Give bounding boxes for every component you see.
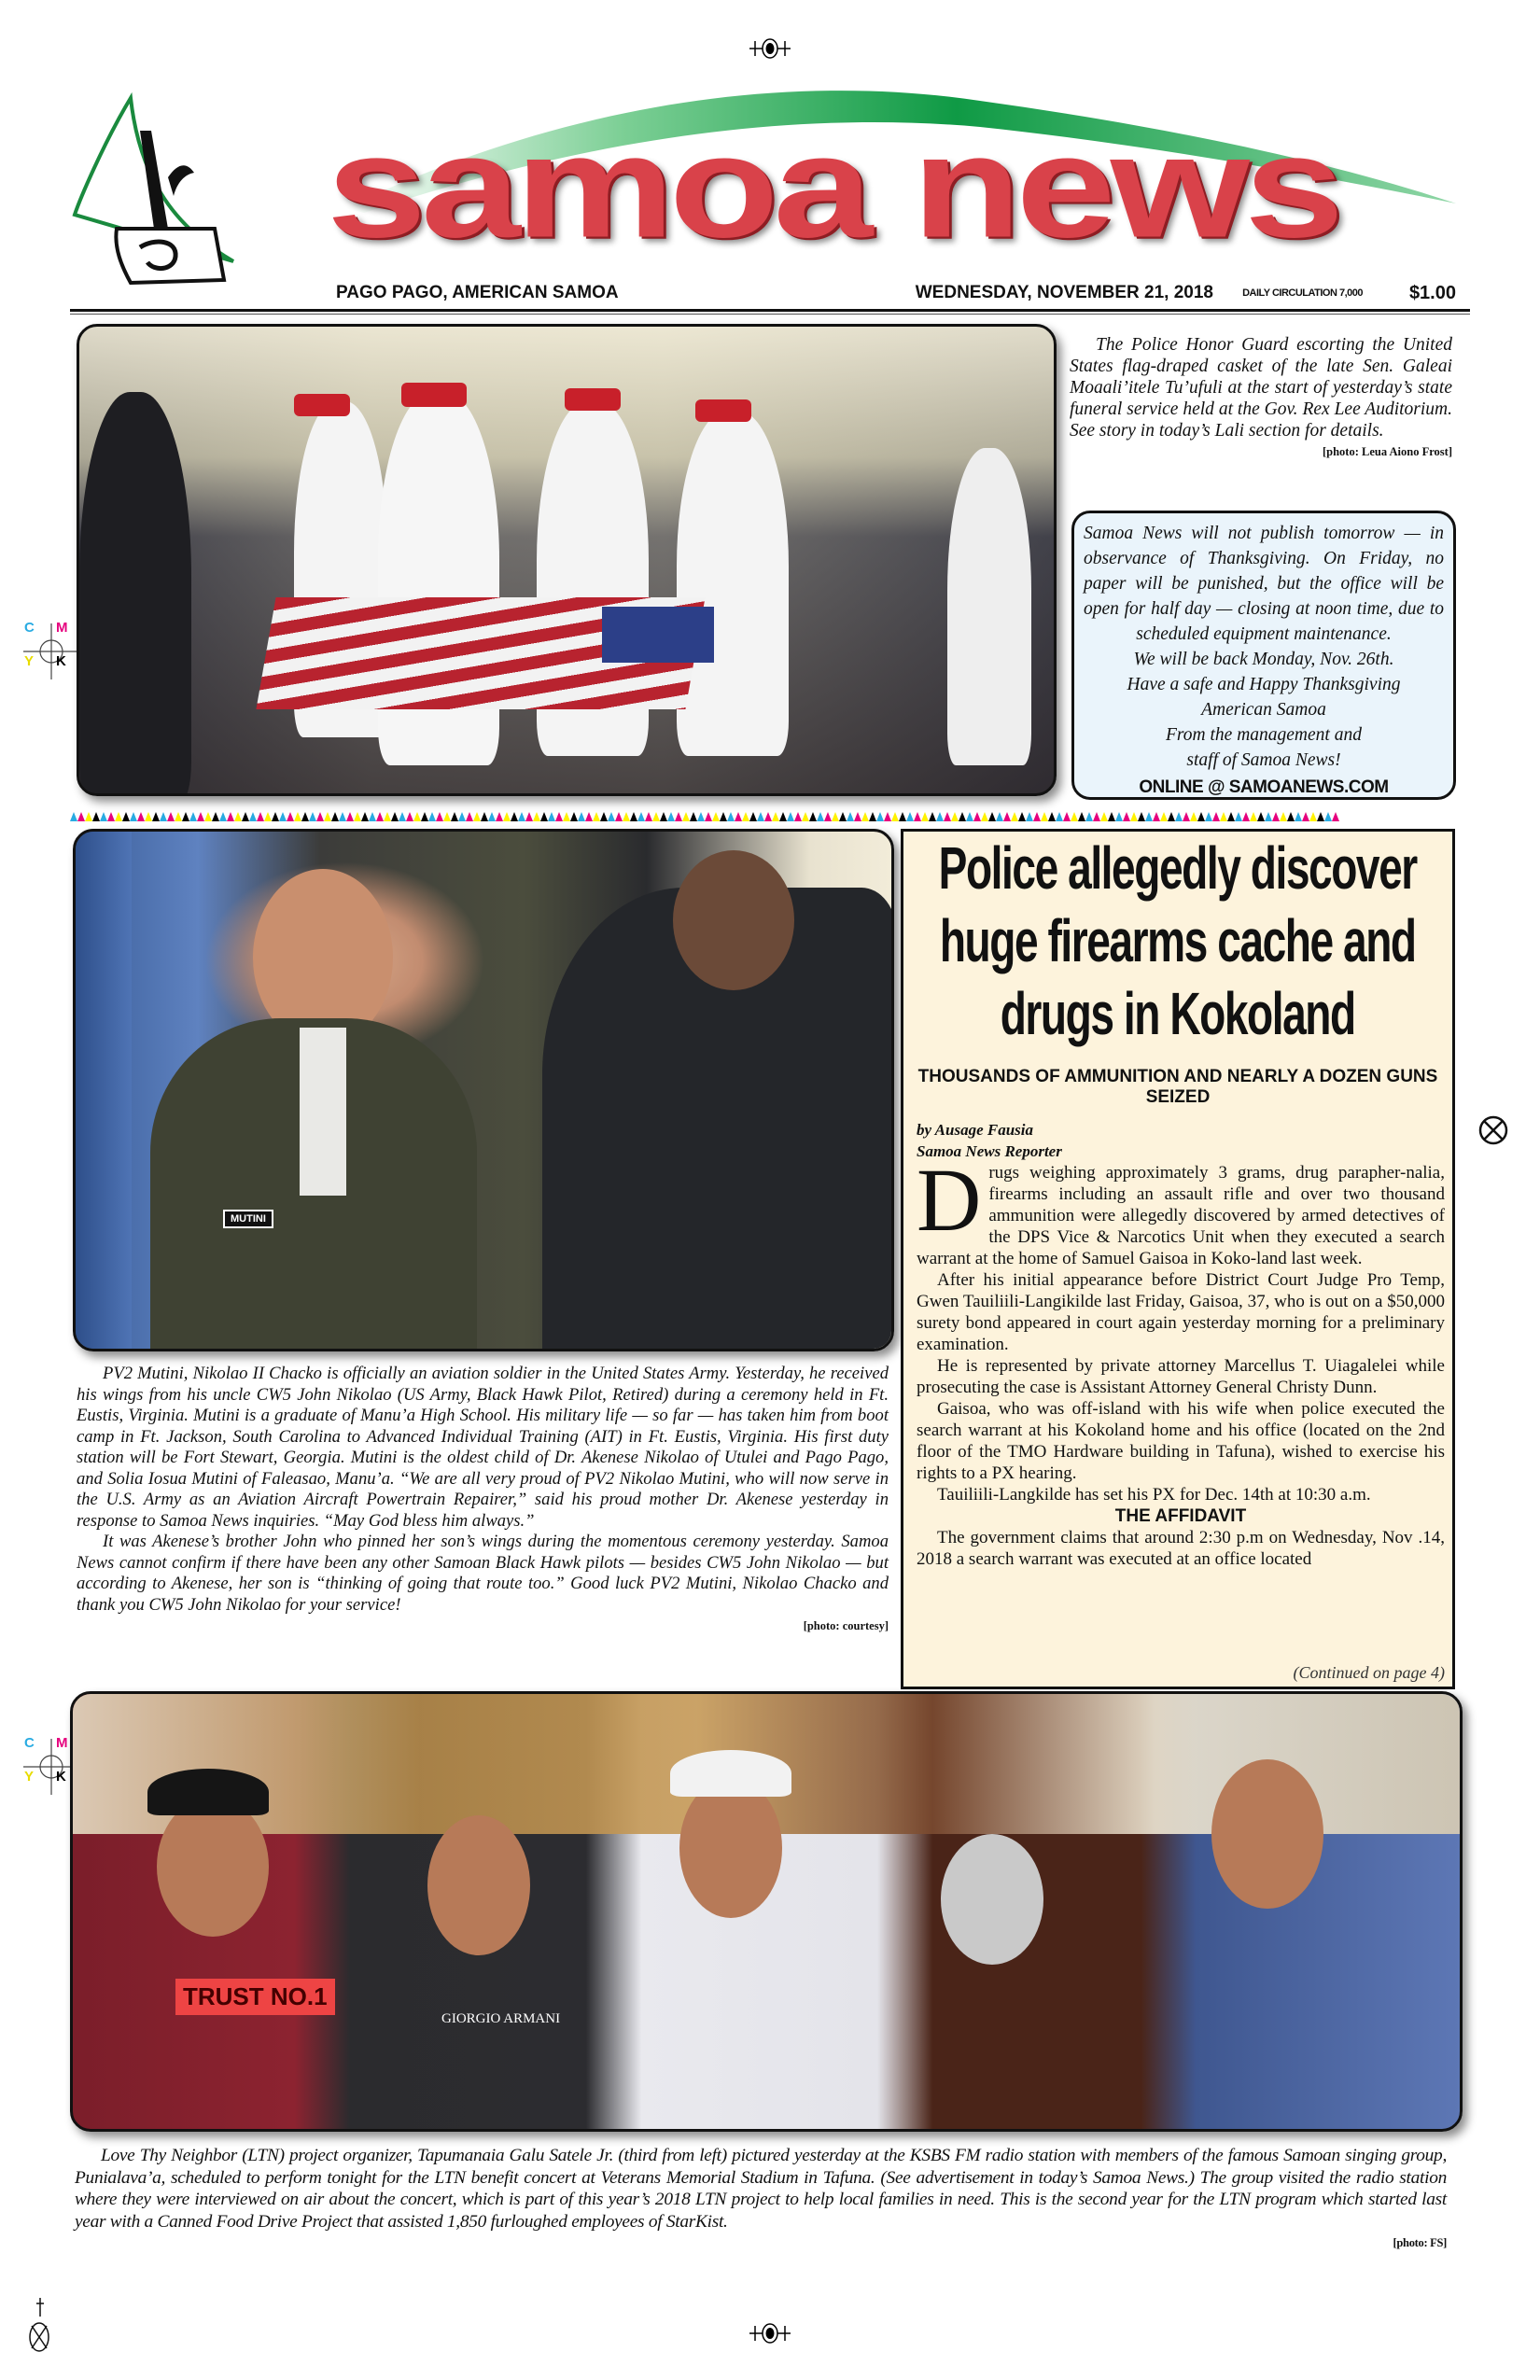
nametag-label: MUTINI [223, 1210, 273, 1228]
strip-triangle [197, 812, 204, 821]
strip-triangle [518, 812, 525, 821]
strip-triangle [137, 812, 145, 821]
strip-triangle [1100, 812, 1108, 821]
strip-triangle [1145, 812, 1153, 821]
strip-triangle [861, 812, 869, 821]
photo-figure [677, 411, 789, 756]
strip-triangle [1063, 812, 1071, 821]
strip-triangle [77, 812, 85, 821]
strip-triangle [735, 812, 742, 821]
strip-triangle [697, 812, 705, 821]
strip-triangle [981, 812, 988, 821]
strip-triangle [1220, 812, 1227, 821]
strip-triangle [309, 812, 316, 821]
strip-triangle [1250, 812, 1257, 821]
strip-triangle [809, 812, 817, 821]
red-beret [565, 388, 621, 411]
strip-triangle [1324, 812, 1332, 821]
strip-triangle [1160, 812, 1168, 821]
strip-triangle [70, 812, 77, 821]
strip-triangle [1257, 812, 1265, 821]
soldier-caption-paragraph: It was Akenese’s brother John who pinned her son’s wings during the momentous ceremony yesterday. Samoa News cannot confirm if there have been any other Samoan Black Hawk pilots — besides CW5 John Nikolao — but according to Akenese, her son is “thinking of going that route too.” Good luck PV2 Mutini, Nikolao Chacko and thank you CW5 John Nikolao for your service! [77, 1532, 889, 1615]
thanksgiving-notice-box [1071, 511, 1456, 800]
strip-triangle [399, 812, 406, 821]
strip-triangle [279, 812, 287, 821]
registration-target-icon [749, 2322, 791, 2345]
strip-triangle [428, 812, 436, 821]
strip-triangle [1332, 812, 1339, 821]
strip-triangle [451, 812, 458, 821]
strip-triangle [854, 812, 861, 821]
strip-triangle [966, 812, 973, 821]
strip-triangle [936, 812, 944, 821]
strip-triangle [443, 812, 451, 821]
cmyk-c-label: C [24, 620, 35, 636]
strip-triangle [175, 812, 182, 821]
color-registration-strip [70, 812, 1470, 821]
logo-sail-boat-icon [65, 89, 317, 285]
red-beret [401, 383, 467, 407]
cmyk-registration-mark [19, 616, 84, 681]
strip-triangle [1011, 812, 1018, 821]
strip-triangle [1078, 812, 1085, 821]
strip-triangle [1317, 812, 1324, 821]
shirt-text: GIORGIO ARMANI [441, 2011, 561, 2026]
photo-figure-head [1211, 1759, 1323, 1909]
strip-triangle [1041, 812, 1048, 821]
strip-triangle [145, 812, 152, 821]
strip-triangle [772, 812, 779, 821]
strip-triangle [1033, 812, 1041, 821]
strip-triangle [294, 812, 301, 821]
strip-triangle [107, 812, 115, 821]
story-paragraph: The government claims that around 2:30 p.m on Wednesday, Nov .14, 2018 a search warrant was executed at an office located [917, 1528, 1445, 1569]
strip-triangle [637, 812, 645, 821]
strip-triangle [921, 812, 929, 821]
strip-triangle [824, 812, 832, 821]
strip-triangle [369, 812, 376, 821]
strip-triangle [944, 812, 951, 821]
strip-triangle [525, 812, 533, 821]
ltn-photo-caption [75, 2145, 1447, 2255]
online-link[interactable]: ONLINE @ SAMOANEWS.COM [1139, 777, 1389, 797]
ltn-photo-credit: [photo: FS] [1393, 2236, 1447, 2249]
strip-triangle [115, 812, 122, 821]
soldier-photo-credit: [photo: courtesy] [803, 1619, 889, 1632]
strip-triangle [959, 812, 966, 821]
strip-triangle [100, 812, 107, 821]
photo-figure-head [679, 1778, 782, 1918]
top-photo-caption [1070, 334, 1452, 463]
strip-triangle [182, 812, 189, 821]
byline-role: Samoa News Reporter [917, 1142, 1062, 1160]
strip-triangle [242, 812, 249, 821]
strip-triangle [817, 812, 824, 821]
cmyk-k-label: K [56, 1769, 66, 1785]
strip-triangle [458, 812, 466, 821]
notice-line: Have a safe and Happy Thanksgiving American Samoa [1127, 675, 1401, 720]
cmyk-m-label: M [56, 620, 68, 636]
masthead-price: $1.00 [1408, 282, 1456, 303]
strip-triangle [1138, 812, 1145, 821]
strip-triangle [316, 812, 324, 821]
story-paragraph: He is represented by private attorney Marcellus T. Uiagalelei while prosecuting the case is Assistant Attorney General Christy Dunn. [917, 1356, 1445, 1397]
photo-cap [147, 1769, 269, 1815]
strip-triangle [473, 812, 481, 821]
strip-triangle [212, 812, 219, 821]
strip-triangle [249, 812, 257, 821]
strip-triangle [675, 812, 682, 821]
strip-triangle [1168, 812, 1175, 821]
strip-triangle [160, 812, 167, 821]
strip-triangle [421, 812, 428, 821]
strip-triangle [929, 812, 936, 821]
notice-line: From the management and staff of Samoa News! [1166, 725, 1362, 770]
strip-triangle [339, 812, 346, 821]
ltn-caption-text: Love Thy Neighbor (LTN) project organizer, Tapumanaia Galu Satele Jr. (third from left) pictured yesterday at the KSBS FM radio station with members of the famous Samoan singing group, Punialava’a, scheduled to perform tonight for the LTN benefit concert at Veterans Memorial Stadium in Tafuna. (See advertisement in today’s Samoa News.) The group visited the radio station where they were interviewed on air about the concert, which is part of this year’s 2018 LTN project to help local families in need. This is the second year for the LTN program which started last year with a Canned Food Drive Project that assisted 1,850 furloughed employees of StarKist. [75, 2146, 1447, 2232]
strip-triangle [652, 812, 660, 821]
strip-triangle [1026, 812, 1033, 821]
story-section-heading: THE AFFIDAVIT [1114, 1506, 1247, 1526]
strip-triangle [413, 812, 421, 821]
strip-triangle [578, 812, 585, 821]
strip-triangle [548, 812, 555, 821]
masthead-rule [70, 309, 1470, 312]
strip-triangle [555, 812, 563, 821]
photo-figure-hair [941, 1834, 1043, 1965]
strip-triangle [204, 812, 212, 821]
strip-triangle [189, 812, 197, 821]
red-beret [294, 394, 350, 416]
strip-triangle [1190, 812, 1197, 821]
registration-target-icon [749, 37, 791, 60]
strip-triangle [1018, 812, 1026, 821]
strip-triangle [1227, 812, 1235, 821]
strip-triangle [757, 812, 764, 821]
strip-triangle [1302, 812, 1309, 821]
strip-triangle [779, 812, 787, 821]
notice-line: Samoa News will not publish tomorrow — in observance of Thanksgiving. On Friday, no paper will be punished, but the office will be open for half day — closing at noon time, due to scheduled equipment maintenance. [1084, 524, 1444, 644]
masthead-date: WEDNESDAY, NOVEMBER 21, 2018 [915, 283, 1213, 302]
continued-on-page-link[interactable]: (Continued on page 4) [1293, 1663, 1445, 1682]
strip-triangle [1175, 812, 1183, 821]
masthead-rule [70, 314, 1470, 315]
photo-figure-head [673, 850, 794, 990]
lead-story-box [901, 829, 1455, 1689]
strip-triangle [391, 812, 399, 821]
photo-figure [79, 392, 191, 796]
dagger-mark-icon [35, 2298, 45, 2317]
strip-triangle [466, 812, 473, 821]
strip-triangle [264, 812, 272, 821]
strip-triangle [361, 812, 369, 821]
strip-triangle [1265, 812, 1272, 821]
cmyk-y-label: Y [24, 653, 35, 669]
photo-figure [378, 392, 499, 765]
top-photo-credit: [photo: Leua Aiono Frost] [1322, 445, 1452, 458]
story-paragraph-text: rugs weighing approximately 3 grams, drug parapher-nalia, firearms including an assault rifle and over two thousand ammunition were allegedly discovered by armed detectives of the DPS Vice & Narcotics Unit when they executed a search warrant at the home of Samuel Gaisoa in Koko-land last week. [917, 1163, 1445, 1268]
honor-guard-photo [77, 324, 1057, 796]
cmyk-y-label: Y [24, 1769, 35, 1785]
masthead-title: samoa news [327, 105, 1339, 268]
strip-triangle [727, 812, 735, 821]
strip-triangle [847, 812, 854, 821]
strip-triangle [839, 812, 847, 821]
strip-triangle [488, 812, 496, 821]
strip-triangle [1056, 812, 1063, 821]
strip-triangle [540, 812, 548, 821]
strip-triangle [331, 812, 339, 821]
photo-curtain [76, 832, 132, 1351]
photo-figure [947, 448, 1031, 765]
strip-triangle [705, 812, 712, 821]
strip-triangle [1093, 812, 1100, 821]
strip-triangle [600, 812, 608, 821]
strip-triangle [570, 812, 578, 821]
strip-triangle [152, 812, 160, 821]
strip-triangle [906, 812, 914, 821]
strip-triangle [481, 812, 488, 821]
strip-triangle [1085, 812, 1093, 821]
strip-triangle [324, 812, 331, 821]
strip-triangle [787, 812, 794, 821]
strip-triangle [914, 812, 921, 821]
cmyk-m-label: M [56, 1735, 68, 1751]
strip-triangle [167, 812, 175, 821]
strip-triangle [832, 812, 839, 821]
strip-triangle [884, 812, 891, 821]
strip-triangle [301, 812, 309, 821]
cmyk-c-label: C [24, 1735, 35, 1751]
strip-triangle [1003, 812, 1011, 821]
crossed-circle-mark-icon [1477, 1114, 1509, 1146]
strip-triangle [227, 812, 234, 821]
shirt-text: TRUST NO.1 [175, 1979, 335, 2015]
strip-triangle [1205, 812, 1212, 821]
strip-triangle [1115, 812, 1123, 821]
strip-triangle [1235, 812, 1242, 821]
strip-triangle [511, 812, 518, 821]
strip-triangle [503, 812, 511, 821]
strip-triangle [1183, 812, 1190, 821]
soldier-wings-ceremony-photo [73, 829, 894, 1351]
story-headline[interactable]: Police allegedly discover huge firearms cache and drugs in Kokoland [938, 834, 1418, 1047]
notice-line: We will be back Monday, Nov. 26th. [1133, 650, 1394, 669]
strip-triangle [1272, 812, 1280, 821]
strip-triangle [712, 812, 720, 821]
strip-triangle [219, 812, 227, 821]
strip-triangle [1123, 812, 1130, 821]
strip-triangle [623, 812, 630, 821]
strip-triangle [92, 812, 100, 821]
photo-figure-head [427, 1815, 530, 1955]
flag-canton [602, 607, 714, 663]
strip-triangle [1287, 812, 1295, 821]
strip-triangle [630, 812, 637, 821]
ltn-group-photo [70, 1691, 1463, 2132]
strip-triangle [1071, 812, 1078, 821]
strip-triangle [1130, 812, 1138, 821]
strip-triangle [1280, 812, 1287, 821]
strip-triangle [1153, 812, 1160, 821]
strip-triangle [951, 812, 959, 821]
strip-triangle [996, 812, 1003, 821]
strip-triangle [869, 812, 876, 821]
strip-triangle [234, 812, 242, 821]
photo-shirt [300, 1028, 346, 1196]
strip-triangle [608, 812, 615, 821]
strip-triangle [682, 812, 690, 821]
strip-triangle [346, 812, 354, 821]
strip-triangle [287, 812, 294, 821]
masthead-circulation: DAILY CIRCULATION 7,000 [1242, 287, 1363, 299]
strip-triangle [130, 812, 137, 821]
drop-cap: D [917, 1150, 982, 1250]
strip-triangle [1212, 812, 1220, 821]
masthead-dateline [336, 282, 1456, 304]
strip-triangle [749, 812, 757, 821]
strip-triangle [496, 812, 503, 821]
strip-triangle [645, 812, 652, 821]
strip-triangle [406, 812, 413, 821]
strip-triangle [384, 812, 391, 821]
strip-triangle [667, 812, 675, 821]
strip-triangle [742, 812, 749, 821]
strip-triangle [660, 812, 667, 821]
strip-triangle [690, 812, 697, 821]
strip-triangle [794, 812, 802, 821]
strip-triangle [272, 812, 279, 821]
strip-triangle [85, 812, 92, 821]
red-beret [695, 399, 751, 422]
strip-triangle [764, 812, 772, 821]
strip-triangle [615, 812, 623, 821]
soldier-caption-paragraph: PV2 Mutini, Nikolao II Chacko is officially an aviation soldier in the United States Army. Yesterday, he received his wings from his uncle CW5 John Nikolao (US Army, Black Hawk Pilot, Retired) during a ceremony held in Ft. Eustis, Virginia. Mutini is a graduate of Manu’a High School. His military life — so far — has taken him from boot camp in Ft. Jackson, South Carolina to Advanced Individual Training (AIT) in Ft. Eustis, Virginia. His first duty station will be Fort Stewart, Georgia. Mutini is the oldest child of Dr. Akenese Nikolao of Utulei and Pago Pago, and Solia Iosua Mutini of Faleasao, Manu’a. “We are all very proud of PV2 Nikolao Mutini, who will now serve in the U.S. Army as an Aviation Aircraft Powertrain Repairer,” said his proud mother Dr. Akenese yesterday in response to Samoa News inquiries. “May God bless him always.” [77, 1364, 889, 1531]
strip-triangle [257, 812, 264, 821]
strip-triangle [988, 812, 996, 821]
strip-triangle [354, 812, 361, 821]
strip-triangle [533, 812, 540, 821]
strip-triangle [973, 812, 981, 821]
strip-triangle [563, 812, 570, 821]
story-paragraph: After his initial appearance before District Court Judge Pro Temp, Gwen Tauiliili-Langikilde last Friday, Gaisoa, 37, who is out on a $50,000 surety bond appeared in court again yesterday morning for a preliminary examination. [917, 1270, 1445, 1354]
strip-triangle [436, 812, 443, 821]
soldier-photo-caption [77, 1364, 889, 1637]
strip-triangle [1108, 812, 1115, 821]
photo-figure-head [157, 1797, 269, 1937]
photo-cap [670, 1750, 791, 1797]
strip-triangle [122, 812, 130, 821]
strip-triangle [876, 812, 884, 821]
story-paragraph: Gaisoa, who was off-island with his wife when police executed the search warrant at his Kokoland home and his office (located on the 2nd floor of the TMO Hardware building in Tafuna), wished to exercise his rights to a PX hearing. [917, 1399, 1445, 1483]
strip-triangle [720, 812, 727, 821]
strip-triangle [802, 812, 809, 821]
byline-author: by Ausage Fausia [917, 1121, 1034, 1139]
strip-triangle [891, 812, 899, 821]
crossed-circle-mark-icon [28, 2321, 50, 2353]
strip-triangle [593, 812, 600, 821]
top-photo-caption-text: The Police Honor Guard escorting the United States flag-draped casket of the late Sen. Galeai Moaali’itele Tu’ufuli at the start of yesterday’s state funeral service held at the Gov. Rex Lee Auditorium. See story in today’s Lali section for details. [1070, 335, 1452, 441]
strip-triangle [1309, 812, 1317, 821]
masthead-location: PAGO PAGO, AMERICAN SAMOA [336, 283, 619, 302]
strip-triangle [899, 812, 906, 821]
cmyk-k-label: K [56, 653, 66, 669]
strip-triangle [1242, 812, 1250, 821]
strip-triangle [585, 812, 593, 821]
strip-triangle [376, 812, 384, 821]
story-paragraph: Tauiliili-Langkilde has set his PX for Dec. 14th at 10:30 a.m. [937, 1485, 1371, 1505]
strip-triangle [1048, 812, 1056, 821]
strip-triangle [1295, 812, 1302, 821]
strip-triangle [1197, 812, 1205, 821]
story-subhead: THOUSANDS OF AMMUNITION AND NEARLY A DOZEN GUNS SEIZED [917, 1067, 1438, 1107]
